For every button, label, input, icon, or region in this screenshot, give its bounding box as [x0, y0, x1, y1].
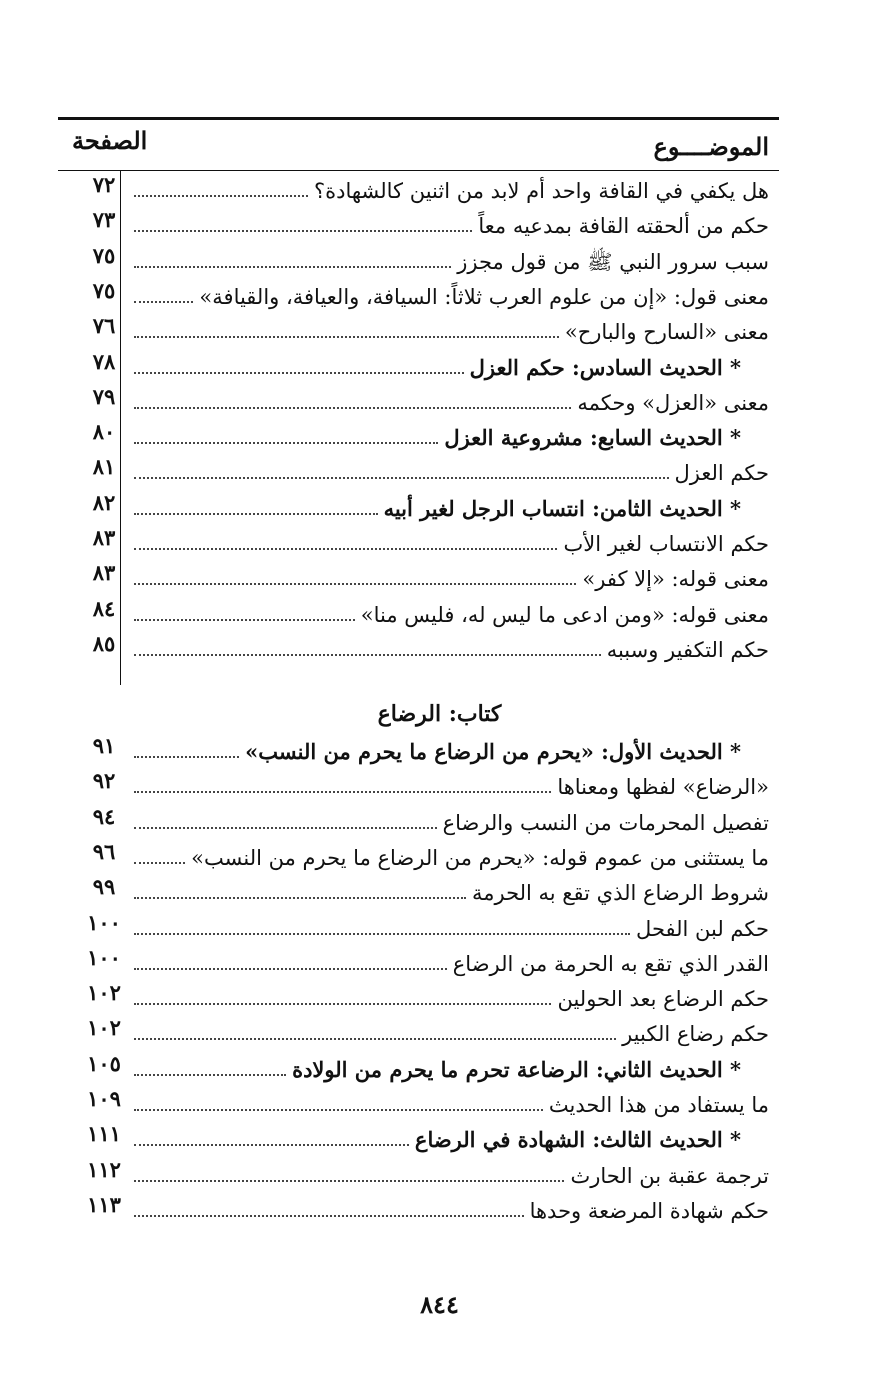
dot-leader	[134, 266, 451, 268]
toc-entry	[58, 278, 779, 312]
entry-line	[134, 243, 769, 277]
entry-page-number: ٧٢	[92, 172, 116, 197]
entry-title: معنى قوله: «ومن ادعى ما ليس له، فليس منا»	[360, 602, 769, 627]
dot-leader	[134, 1109, 543, 1111]
entry-line	[134, 525, 769, 559]
entry-title: * الحديث الأول: «يحرم من الرضاع ما يحرم من النسب»	[245, 739, 741, 764]
entry-line	[134, 596, 769, 630]
entry-line	[134, 454, 769, 488]
dot-leader	[134, 1038, 616, 1040]
entry-title: معنى قول: «إن من علوم العرب ثلاثاً: السيافة، والعيافة، والقيافة»	[199, 284, 769, 309]
dot-leader	[134, 756, 239, 758]
entry-page-number: ٩٤	[92, 803, 116, 829]
entry-title: سبب سرور النبي ﷺ من قول مجزز	[457, 249, 769, 274]
toc-entry	[58, 631, 779, 665]
dot-leader	[134, 548, 557, 550]
toc-entry	[58, 980, 779, 1014]
entry-line	[134, 560, 769, 594]
entry-title: هل يكفي في القافة واحد أم لابد من اثنين كالشهادة؟	[313, 179, 769, 203]
dot-leader	[134, 619, 355, 621]
entry-line	[134, 490, 769, 524]
dot-leader	[134, 933, 630, 935]
entry-page-number: ٧٥	[92, 277, 116, 303]
toc-entry	[58, 1015, 779, 1049]
entry-page-number: ١٠٢	[87, 1015, 121, 1041]
entry-title: حكم لبن الفحل	[636, 916, 769, 941]
entry-line	[134, 945, 769, 979]
entry-page-number: ١٠٠	[87, 909, 121, 935]
entry-page-number: ٨٣	[92, 560, 116, 586]
dot-leader	[134, 195, 308, 197]
entry-title: حكم رضاع الكبير	[622, 1022, 769, 1047]
dot-leader	[134, 301, 193, 303]
entry-title: حكم التكفير وسببه	[606, 637, 769, 662]
entry-line	[134, 384, 769, 418]
entry-line	[134, 874, 769, 908]
entry-title: معنى «السارح والبارح»	[564, 320, 769, 345]
entry-line	[134, 1051, 769, 1085]
entry-line	[134, 839, 769, 873]
topic-column-heading: الموضــــوع	[653, 132, 769, 161]
entry-page-number: ٨٣	[92, 525, 116, 550]
toc-entry	[58, 1192, 779, 1226]
entry-title: القدر الذي تقع به الحرمة من الرضاع	[452, 951, 769, 976]
entry-title: ما يستفاد من هذا الحديث	[548, 1093, 769, 1117]
toc-entry	[58, 768, 779, 802]
entry-title: حكم الانتساب لغير الأب	[563, 532, 769, 556]
toc-entry	[58, 172, 779, 206]
dot-leader	[134, 1003, 551, 1005]
entry-title: حكم العزل	[674, 461, 769, 486]
entry-line	[134, 733, 769, 767]
toc-entry	[58, 243, 779, 277]
entry-page-number: ١١٢	[87, 1156, 121, 1182]
toc-entry	[58, 804, 779, 838]
toc-entry	[58, 945, 779, 979]
toc-entry	[58, 839, 779, 873]
entry-line	[134, 349, 769, 383]
dot-leader	[134, 583, 576, 585]
toc-entry	[58, 560, 779, 594]
dot-leader	[134, 862, 185, 864]
toc-header	[58, 124, 779, 170]
entry-title: * الحديث الثامن: انتساب الرجل لغير أبيه	[383, 495, 741, 521]
header-rule	[58, 170, 779, 171]
entry-line	[134, 1015, 769, 1049]
entry-line	[134, 419, 769, 453]
entry-line	[134, 1157, 769, 1191]
dot-leader	[134, 1074, 286, 1076]
entry-page-number: ٧٨	[92, 348, 116, 374]
dot-leader	[134, 1180, 564, 1182]
dot-leader	[134, 372, 464, 374]
entry-page-number: ١٠٥	[87, 1050, 121, 1076]
entry-page-number: ٨١	[92, 454, 116, 480]
entry-title: تفصيل المحرمات من النسب والرضاع	[442, 810, 769, 835]
toc-entry	[58, 1086, 779, 1120]
entry-line	[134, 910, 769, 944]
toc-entry	[58, 1157, 779, 1191]
entry-title: حكم من ألحقته القافة بمدعيه معاً	[478, 214, 769, 239]
toc-entry	[58, 1121, 779, 1155]
top-rule	[58, 117, 779, 120]
toc-entry	[58, 525, 779, 559]
dot-leader	[134, 336, 559, 338]
dot-leader	[134, 827, 437, 829]
dot-leader	[134, 968, 447, 970]
toc-entry	[58, 596, 779, 630]
toc-entry	[58, 419, 779, 453]
entry-title: * الحديث السادس: حكم العزل	[469, 354, 741, 380]
dot-leader	[134, 513, 378, 515]
dot-leader	[134, 654, 601, 656]
entry-line	[134, 1192, 769, 1226]
toc-entry	[58, 874, 779, 908]
entry-page-number: ١٠٢	[87, 980, 121, 1006]
entry-title: ترجمة عقبة بن الحارث	[570, 1163, 769, 1188]
entry-line	[134, 768, 769, 802]
entry-title: معنى «العزل» وحكمه	[577, 390, 769, 415]
dot-leader	[134, 1144, 409, 1146]
entry-title: * الحديث الثاني: الرضاعة تحرم ما يحرم من الولادة	[292, 1056, 741, 1082]
toc-entry	[58, 1051, 779, 1085]
entry-line	[134, 278, 769, 312]
entry-page-number: ٧٥	[92, 242, 116, 268]
entry-title: * الحديث الثالث: الشهادة في الرضاع	[414, 1127, 741, 1153]
entry-page-number: ٩١	[92, 733, 116, 758]
entry-page-number: ٧٦	[92, 313, 116, 339]
entry-line	[134, 804, 769, 838]
toc-entry	[58, 313, 779, 347]
toc-entry	[58, 454, 779, 488]
entry-page-number: ٨٠	[92, 419, 116, 445]
toc-entry	[58, 349, 779, 383]
dot-leader	[134, 442, 438, 444]
entry-line	[134, 631, 769, 665]
toc-entry	[58, 384, 779, 418]
dot-leader	[134, 897, 466, 899]
entry-page-number: ١٠٠	[87, 944, 121, 970]
entry-page-number: ٨٤	[92, 595, 116, 621]
page-number: ٨٤٤	[420, 1290, 459, 1319]
entry-line	[134, 172, 769, 206]
dot-leader	[134, 791, 551, 793]
entry-title: «الرضاع» لفظها ومعناها	[557, 775, 769, 800]
toc-entry	[58, 910, 779, 944]
entry-page-number: ٩٦	[92, 838, 116, 864]
entry-title: معنى قوله: «إلا كفر»	[582, 567, 769, 592]
entry-page-number: ٧٣	[92, 207, 116, 233]
section-title: كتاب: الرضاع	[377, 701, 502, 727]
toc-entry	[58, 490, 779, 524]
page-column-heading: الصفحة	[72, 126, 148, 155]
entry-page-number: ١١٣	[87, 1191, 121, 1217]
entry-page-number: ٨٢	[92, 489, 116, 515]
entry-line	[134, 1086, 769, 1120]
entry-title: حكم الرضاع بعد الحولين	[557, 987, 769, 1012]
entry-title: * الحديث السابع: مشروعية العزل	[444, 425, 741, 451]
dot-leader	[134, 1215, 524, 1217]
entry-line	[134, 313, 769, 347]
entry-page-number: ٧٩	[92, 383, 116, 409]
entry-line	[134, 1121, 769, 1155]
entry-line	[134, 980, 769, 1014]
entry-page-number: ١١١	[87, 1121, 121, 1147]
toc-entry	[58, 733, 779, 767]
entry-page-number: ٩٩	[92, 874, 116, 900]
entry-page-number: ٨٥	[92, 630, 116, 656]
entry-title: حكم شهادة المرضعة وحدها	[529, 1198, 769, 1223]
toc-entry	[58, 207, 779, 241]
entry-title: ما يستثنى من عموم قوله: «يحرم من الرضاع ما يحرم من النسب»	[191, 845, 769, 870]
entry-line	[134, 207, 769, 241]
dot-leader	[134, 407, 571, 409]
entry-page-number: ٩٢	[92, 768, 116, 794]
dot-leader	[134, 477, 669, 479]
dot-leader	[134, 230, 472, 232]
entry-title: شروط الرضاع الذي تقع به الحرمة	[471, 881, 769, 906]
entry-page-number: ١٠٩	[87, 1086, 121, 1111]
